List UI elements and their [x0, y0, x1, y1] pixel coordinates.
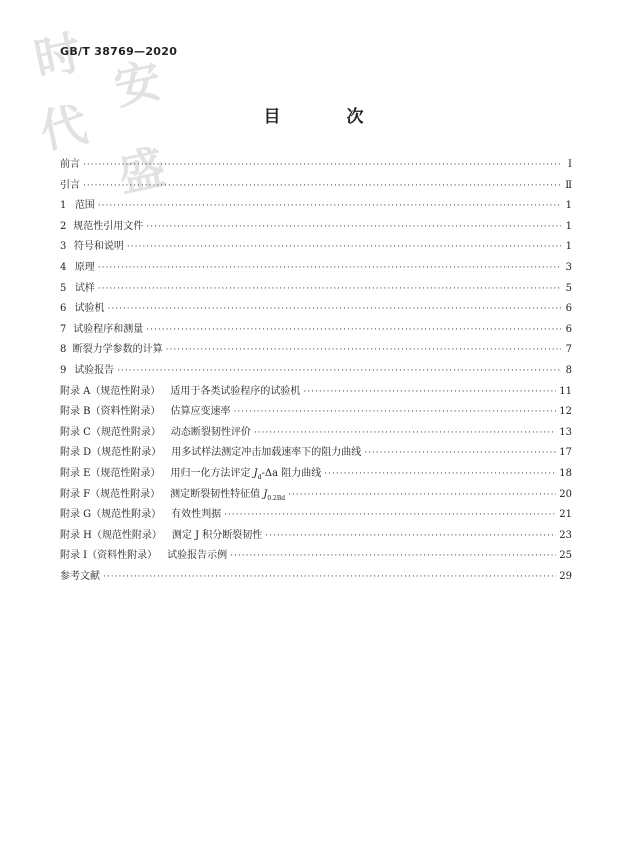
leader-dots: [224, 505, 556, 526]
toc-entry-number: 3: [60, 241, 67, 253]
toc-entry-number: 5: [60, 282, 67, 294]
leader-dots: [98, 279, 561, 300]
toc-entry-page: 25: [559, 550, 572, 562]
leader-dots: [83, 155, 561, 176]
toc-entry-annex: 附录 D（规范性附录）: [60, 447, 162, 459]
toc-entry-label: 前言: [60, 159, 80, 170]
toc-entry-label: 估算应变速率: [170, 406, 231, 418]
toc-entry-page: 6: [565, 303, 572, 315]
leader-dots: [230, 546, 556, 567]
leader-dots: [303, 382, 556, 403]
toc-entry-annex-i[interactable]: [60, 546, 572, 567]
toc-entry-annex-e[interactable]: [60, 464, 572, 485]
label-text: 测定断裂韧性特征值: [170, 488, 264, 500]
toc-entry-label: 试验报告示例: [167, 550, 228, 562]
leader-dots: [146, 320, 561, 341]
toc-entry-page: 18: [559, 467, 572, 479]
toc-entry-page: 3: [565, 261, 572, 273]
leader-dots: [98, 258, 561, 279]
standard-number: GB/T 38769—2020: [60, 45, 178, 58]
toc-entry-annex: 附录 B（资料性附录）: [60, 406, 161, 418]
toc-entry-label: 有效性判据: [171, 509, 222, 521]
leader-dots: [127, 237, 561, 258]
leader-dots: [103, 567, 556, 588]
toc-entry-page: 1: [565, 220, 572, 232]
toc-entry-page: 5: [565, 282, 572, 294]
label-text: -Δa 阻力曲线: [261, 467, 322, 479]
toc-entry-page: 8: [565, 364, 572, 376]
toc-entry-annex: 附录 I（资料性附录）: [60, 550, 158, 562]
toc-entry-page: 7: [565, 344, 572, 356]
toc-entry-page: 29: [559, 570, 572, 582]
toc-entry-page: 13: [559, 426, 572, 438]
toc-entry-annex-a[interactable]: [60, 382, 572, 403]
leader-dots: [98, 196, 561, 217]
toc-entry-label: 断裂力学参数的计算: [72, 344, 163, 356]
watermark-char: 安: [109, 52, 166, 116]
leader-dots: [324, 464, 556, 485]
toc-entry-page: 20: [559, 488, 572, 500]
toc-entry-label: 规范性引用文件: [73, 220, 144, 232]
toc-entry-annex: 附录 E（规范性附录）: [60, 467, 161, 479]
toc-entry-normative-references[interactable]: [60, 217, 572, 238]
toc-entry-page: 1: [565, 200, 572, 212]
page-title: 目 次: [263, 107, 394, 127]
leader-dots: [146, 217, 561, 238]
toc-entry-annex: 附录 F（规范性附录）: [60, 488, 161, 500]
leader-dots: [108, 299, 562, 320]
toc-entry-annex-f[interactable]: [60, 485, 572, 506]
watermark-char: 盛: [113, 139, 170, 203]
toc-entry-number: 1: [60, 200, 67, 212]
leader-dots: [288, 485, 556, 506]
toc-entry-foreword[interactable]: [60, 155, 572, 176]
leader-dots: [254, 423, 556, 444]
table-of-contents: [60, 155, 572, 587]
toc-entry-principle[interactable]: [60, 258, 572, 279]
leader-dots: [265, 526, 556, 547]
toc-entry-annex: 附录 G（规范性附录）: [60, 509, 162, 521]
toc-entry-annex-d[interactable]: [60, 443, 572, 464]
toc-entry-label: 原理: [74, 261, 95, 273]
toc-entry-number: 2: [60, 220, 67, 232]
symbol-j: J: [253, 467, 258, 479]
toc-entry-number: 4: [60, 261, 67, 273]
toc-entry-introduction[interactable]: [60, 176, 572, 197]
toc-entry-page: 12: [559, 406, 572, 418]
toc-entry-label: 动态断裂韧性评价: [170, 426, 251, 438]
symbol-j: J: [263, 488, 268, 500]
leader-dots: [83, 176, 561, 197]
toc-entry-page: 17: [559, 447, 572, 459]
toc-entry-page: 21: [559, 509, 572, 521]
toc-entry-symbols[interactable]: [60, 237, 572, 258]
toc-entry-scope[interactable]: [60, 196, 572, 217]
toc-entry-testing-machine[interactable]: [60, 299, 572, 320]
watermark-char: 时: [29, 24, 86, 88]
toc-entry-page: Ⅱ: [565, 179, 572, 191]
toc-entry-specimens[interactable]: [60, 279, 572, 300]
watermark-char: 代: [35, 96, 92, 160]
toc-entry-number: 9: [60, 364, 67, 376]
toc-entry-label: 符号和说明: [73, 241, 124, 253]
toc-entry-annex: 附录 A（规范性附录）: [60, 385, 161, 397]
symbol-subscript: 0.2Bd: [267, 494, 286, 502]
toc-entry-test-report[interactable]: [60, 361, 572, 382]
toc-entry-page: Ⅰ: [568, 159, 572, 170]
toc-entry-label: 试验程序和测量: [73, 323, 144, 335]
toc-entry-page: 11: [559, 385, 572, 397]
label-text: 用归一化方法评定: [170, 467, 254, 479]
toc-entry-annex-g[interactable]: [60, 505, 572, 526]
toc-entry-label: 适用于各类试验程序的试验机: [170, 385, 301, 397]
toc-entry-calculation[interactable]: [60, 340, 572, 361]
toc-entry-annex: 附录 C（规范性附录）: [60, 426, 161, 438]
toc-entry-page: 6: [565, 323, 572, 335]
toc-entry-label: 参考文献: [60, 570, 100, 582]
leader-dots: [166, 340, 561, 361]
toc-entry-annex-h[interactable]: [60, 526, 572, 547]
toc-entry-bibliography[interactable]: [60, 567, 572, 588]
toc-entry-annex-b[interactable]: [60, 402, 572, 423]
leader-dots: [234, 402, 557, 423]
toc-entry-number: 8: [60, 344, 67, 356]
toc-entry-label: 引言: [60, 179, 80, 191]
toc-entry-test-procedure[interactable]: [60, 320, 572, 341]
toc-entry-label: 范围: [74, 200, 95, 212]
toc-entry-annex: 附录 H（规范性附录）: [60, 529, 162, 541]
toc-entry-number: 7: [60, 323, 67, 335]
toc-entry-number: 6: [60, 303, 67, 315]
toc-entry-page: 23: [559, 529, 572, 541]
toc-entry-label: 试验报告: [74, 364, 115, 376]
symbol-subscript: d: [257, 473, 262, 481]
toc-entry-page: 1: [565, 241, 572, 253]
toc-entry-label: 用多试样法测定冲击加载速率下的阻力曲线: [171, 447, 362, 459]
toc-entry-label: 试验机: [74, 303, 105, 315]
toc-entry-label: 测定 J 积分断裂韧性: [171, 529, 263, 541]
toc-entry-annex-c[interactable]: [60, 423, 572, 444]
toc-entry-label: 试样: [74, 282, 95, 294]
leader-dots: [117, 361, 561, 382]
leader-dots: [364, 443, 556, 464]
